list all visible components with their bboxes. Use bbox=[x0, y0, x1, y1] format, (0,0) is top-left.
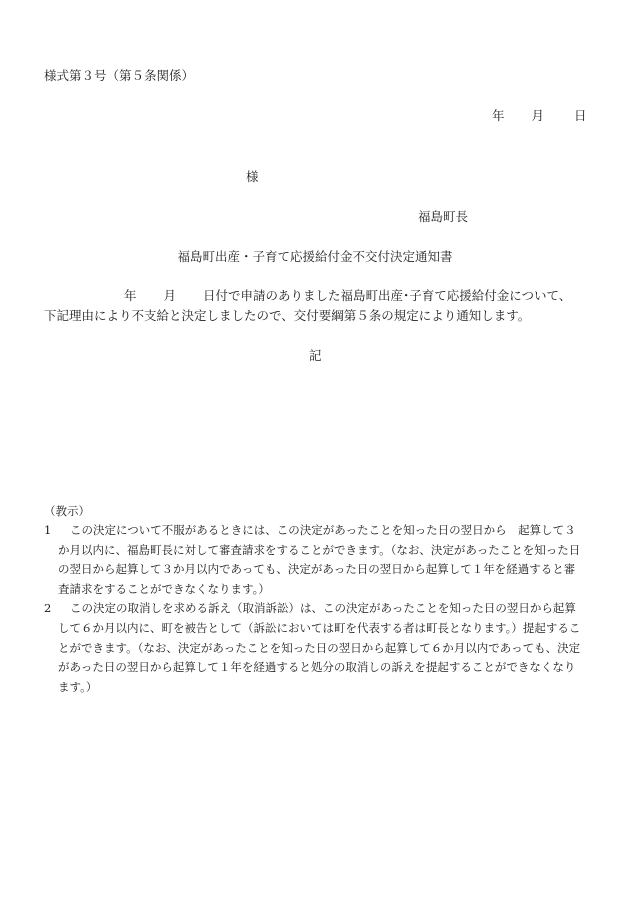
instruction-line: この決定の取消しを求める訴え（取消訴訟）は、この決定があったことを知った日の翌日から起算 bbox=[70, 601, 576, 616]
date-day-label: 日 bbox=[574, 108, 587, 123]
instruction-item bbox=[44, 521, 592, 599]
issue-date bbox=[492, 106, 587, 124]
body-line-2: 下記理由により不支給と決定しましたので、交付要綱第５条の規定により通知します。 bbox=[44, 308, 531, 323]
date-year-label: 年 bbox=[492, 108, 505, 123]
body-year-label: 年 bbox=[124, 288, 137, 303]
sender-name: 福島町長 bbox=[418, 209, 469, 224]
instruction-number: 1 bbox=[44, 523, 52, 537]
body-line-1 bbox=[44, 286, 604, 306]
instruction-line: とができます。（なお、決定があったことを知った日の翌日から起算して６か月以内であっても、決定 bbox=[58, 640, 581, 655]
instruction-line: 査請求をすることができなくなります。） bbox=[58, 581, 270, 596]
body-month-label: 月 bbox=[163, 288, 177, 303]
instruction-line: して６か月以内に、町を被告として（訴訟においては町を代表する者は町長となります。）提起するこ bbox=[58, 620, 581, 635]
date-month-label: 月 bbox=[531, 108, 545, 123]
form-number: 様式第３号（第５条関係） bbox=[44, 68, 195, 83]
body-line-1-text: 日付で申請のありました福島町出産･子育て応援給付金について、 bbox=[203, 288, 572, 303]
instruction-line: があった日の翌日から起算して１年を経過すると処分の取消しの訴えを提起することができなくなり bbox=[58, 660, 576, 675]
addressee-honorific: 様 bbox=[246, 169, 259, 184]
instruction-line: か月以内に、福島町長に対して審査請求をすることができます。（なお、決定があったことを知った日 bbox=[58, 542, 581, 557]
instruction-item bbox=[44, 599, 592, 697]
document-title: 福島町出産・子育て応援給付金不交付決定通知書 bbox=[177, 249, 453, 264]
instruction-line: の翌日から起算して３か月以内であっても、決定があった日の翌日から起算して１年を経過すると審 bbox=[58, 562, 576, 577]
instructions-heading: （教示） bbox=[44, 504, 90, 518]
instructions-list bbox=[44, 521, 592, 697]
ki-heading: 記 bbox=[309, 348, 322, 363]
body-paragraph bbox=[44, 286, 604, 326]
instruction-line: この決定について不服があるときには、この決定があったことを知った日の翌日から 起算して３ bbox=[70, 523, 576, 537]
instruction-number: 2 bbox=[44, 601, 52, 616]
instruction-line: ます。） bbox=[58, 679, 98, 694]
